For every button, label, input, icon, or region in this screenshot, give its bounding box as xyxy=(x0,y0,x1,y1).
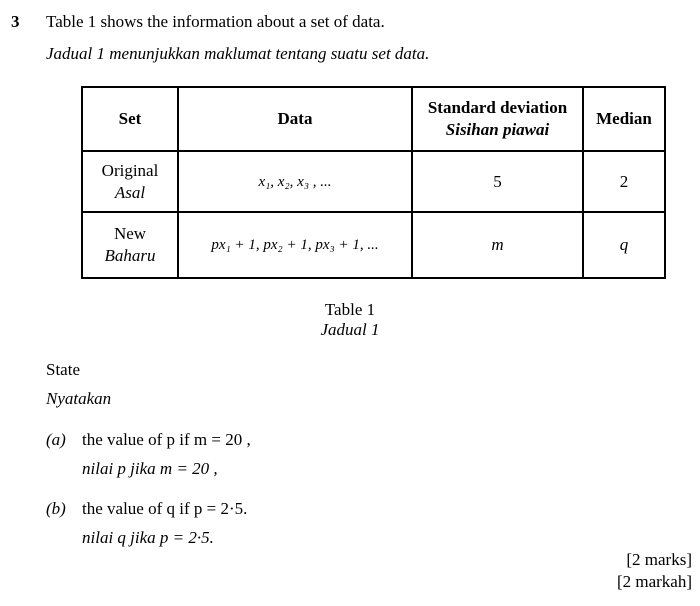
intro-text-malay: Jadual 1 menunjukkan maklumat tentang suatu set data. xyxy=(46,44,430,63)
table-row xyxy=(82,212,665,278)
question-number: 3 xyxy=(11,12,20,31)
header-data: Data xyxy=(178,87,412,151)
cell-standard-deviation: m xyxy=(412,212,583,278)
header-sd-english: Standard deviation xyxy=(427,98,568,117)
header-standard-deviation xyxy=(412,87,583,151)
part-a-label: (a) xyxy=(46,430,66,449)
instruction-english: State xyxy=(46,360,80,379)
cell-median: q xyxy=(583,212,665,278)
data-table xyxy=(81,86,666,279)
cell-data: px₁ + 1, px₂ + 1, px₃ + 1, ... xyxy=(178,212,412,278)
table-row xyxy=(82,151,665,212)
marks-malay: [2 markah] xyxy=(616,572,692,591)
part-b-malay: nilai q jika p = 2·5. xyxy=(82,528,214,547)
part-a-english: the value of p if m = 20 , xyxy=(82,430,251,449)
set-label-english: New xyxy=(113,224,147,243)
cell-set xyxy=(82,212,178,278)
part-a-malay: nilai p jika m = 20 , xyxy=(82,459,218,478)
table-caption-english: Table 1 xyxy=(324,300,376,319)
marks-english: [2 marks] xyxy=(626,550,692,569)
set-label-malay: Asal xyxy=(114,182,146,202)
table-header-row xyxy=(82,87,665,151)
set-label-malay: Baharu xyxy=(104,246,156,265)
header-set: Set xyxy=(82,87,178,151)
part-b-english: the value of q if p = 2·5. xyxy=(82,499,248,518)
cell-data: x₁, x₂, x₃ , ... xyxy=(178,151,412,212)
set-label-english: Original xyxy=(101,160,159,180)
header-sd-malay: Sisihan piawai xyxy=(445,120,550,139)
table-caption-malay: Jadual 1 xyxy=(320,320,380,339)
instruction-malay: Nyatakan xyxy=(46,389,112,408)
cell-set xyxy=(82,151,178,212)
cell-standard-deviation: 5 xyxy=(412,151,583,212)
header-median: Median xyxy=(583,87,665,151)
intro-text-english: Table 1 shows the information about a set of data. xyxy=(46,12,385,31)
cell-median: 2 xyxy=(583,151,665,212)
part-b-label: (b) xyxy=(46,499,66,518)
